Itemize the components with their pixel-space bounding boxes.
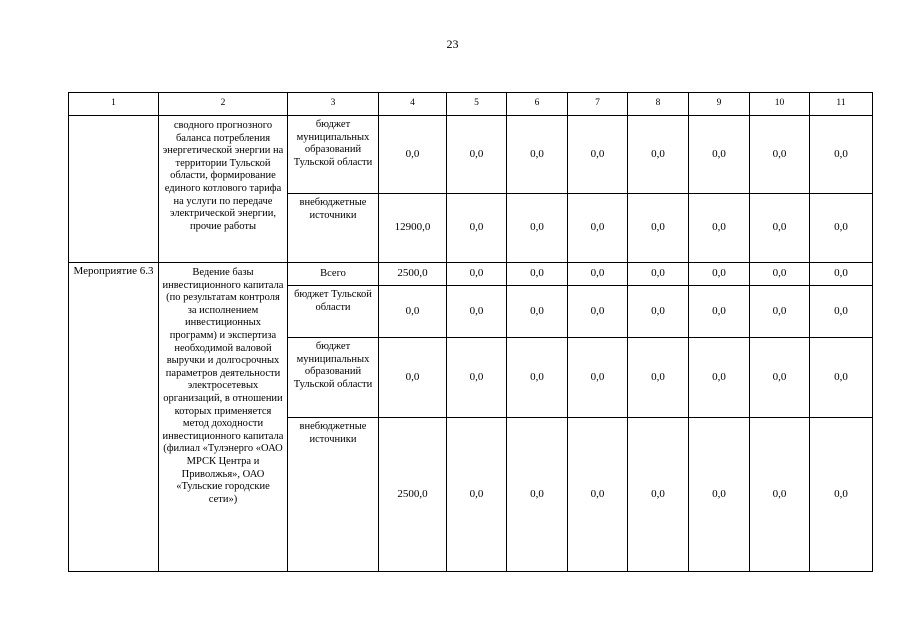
value-cell: 0,0 [689, 116, 750, 194]
page-number: 23 [446, 37, 459, 51]
value-cell: 0,0 [507, 338, 568, 418]
funding-source: бюджет Тульской области [288, 286, 379, 338]
measure-name-cell [69, 116, 159, 263]
value-cell: 0,0 [750, 263, 810, 286]
header-cell: 9 [689, 93, 750, 116]
measure-description: сводного прогнозного баланса потребления энергетической энергии на территории Тульской области, формирование единого котлового тарифа на услуги по передаче электрической энергии, прочие работы [159, 116, 288, 263]
value-cell: 0,0 [568, 338, 628, 418]
table-row [69, 116, 873, 194]
header-cell: 1 [69, 93, 159, 116]
value-cell: 0,0 [447, 116, 507, 194]
measure-name: Мероприятие 6.3 [69, 263, 159, 572]
value-cell: 0,0 [810, 286, 873, 338]
funding-source: бюджет муниципальных образований Тульской области [288, 338, 379, 418]
budget-table [68, 92, 873, 572]
value-cell: 0,0 [507, 286, 568, 338]
value-cell: 0,0 [689, 263, 750, 286]
funding-source: внебюджетные источники [288, 418, 379, 572]
value-cell: 0,0 [689, 338, 750, 418]
header-cell: 3 [288, 93, 379, 116]
funding-source: Всего [288, 263, 379, 286]
funding-source: бюджет муниципальных образований Тульской области [288, 116, 379, 194]
header-cell: 4 [379, 93, 447, 116]
value-cell: 0,0 [628, 418, 689, 572]
value-cell: 0,0 [379, 286, 447, 338]
value-cell: 0,0 [810, 116, 873, 194]
value-cell: 0,0 [750, 418, 810, 572]
value-cell: 0,0 [689, 418, 750, 572]
measure-description: Ведение базы инвестиционного капитала (по результатам контроля за исполнением инвестиционных программ) и экспертиза необходимой валовой выручки и долгосрочных параметров деятельности электросетевых организаций, в отношении которых применяется метод доходности инвестиционного капитала (филиал «Тулэнерго «ОАО МРСК Центра и Приволжья», ОАО «Тульские городские сети») [159, 263, 288, 572]
value-cell: 0,0 [628, 263, 689, 286]
value-cell: 0,0 [507, 194, 568, 263]
funding-source: внебюджетные источники [288, 194, 379, 263]
value-cell: 0,0 [447, 286, 507, 338]
value-cell: 2500,0 [379, 418, 447, 572]
value-cell: 0,0 [447, 194, 507, 263]
value-cell: 0,0 [628, 338, 689, 418]
header-cell: 2 [159, 93, 288, 116]
value-cell: 0,0 [379, 338, 447, 418]
value-cell: 0,0 [447, 263, 507, 286]
value-cell: 0,0 [507, 263, 568, 286]
value-cell: 0,0 [750, 286, 810, 338]
table-row [69, 263, 873, 286]
value-cell: 0,0 [507, 116, 568, 194]
header-cell: 11 [810, 93, 873, 116]
value-cell: 0,0 [568, 263, 628, 286]
header-row [69, 93, 873, 116]
value-cell: 0,0 [628, 116, 689, 194]
value-cell: 0,0 [750, 116, 810, 194]
header-cell: 5 [447, 93, 507, 116]
header-cell: 6 [507, 93, 568, 116]
value-cell: 0,0 [568, 116, 628, 194]
value-cell: 0,0 [750, 338, 810, 418]
value-cell: 2500,0 [379, 263, 447, 286]
value-cell: 0,0 [507, 418, 568, 572]
header-cell: 10 [750, 93, 810, 116]
value-cell: 0,0 [628, 194, 689, 263]
header-cell: 8 [628, 93, 689, 116]
value-cell: 0,0 [568, 286, 628, 338]
value-cell: 0,0 [810, 194, 873, 263]
value-cell: 0,0 [628, 286, 689, 338]
value-cell: 0,0 [750, 194, 810, 263]
value-cell: 0,0 [379, 116, 447, 194]
value-cell: 0,0 [689, 194, 750, 263]
value-cell: 12900,0 [379, 194, 447, 263]
value-cell: 0,0 [810, 263, 873, 286]
value-cell: 0,0 [568, 194, 628, 263]
value-cell: 0,0 [447, 418, 507, 572]
value-cell: 0,0 [810, 338, 873, 418]
value-cell: 0,0 [689, 286, 750, 338]
value-cell: 0,0 [568, 418, 628, 572]
value-cell: 0,0 [810, 418, 873, 572]
value-cell: 0,0 [447, 338, 507, 418]
header-cell: 7 [568, 93, 628, 116]
